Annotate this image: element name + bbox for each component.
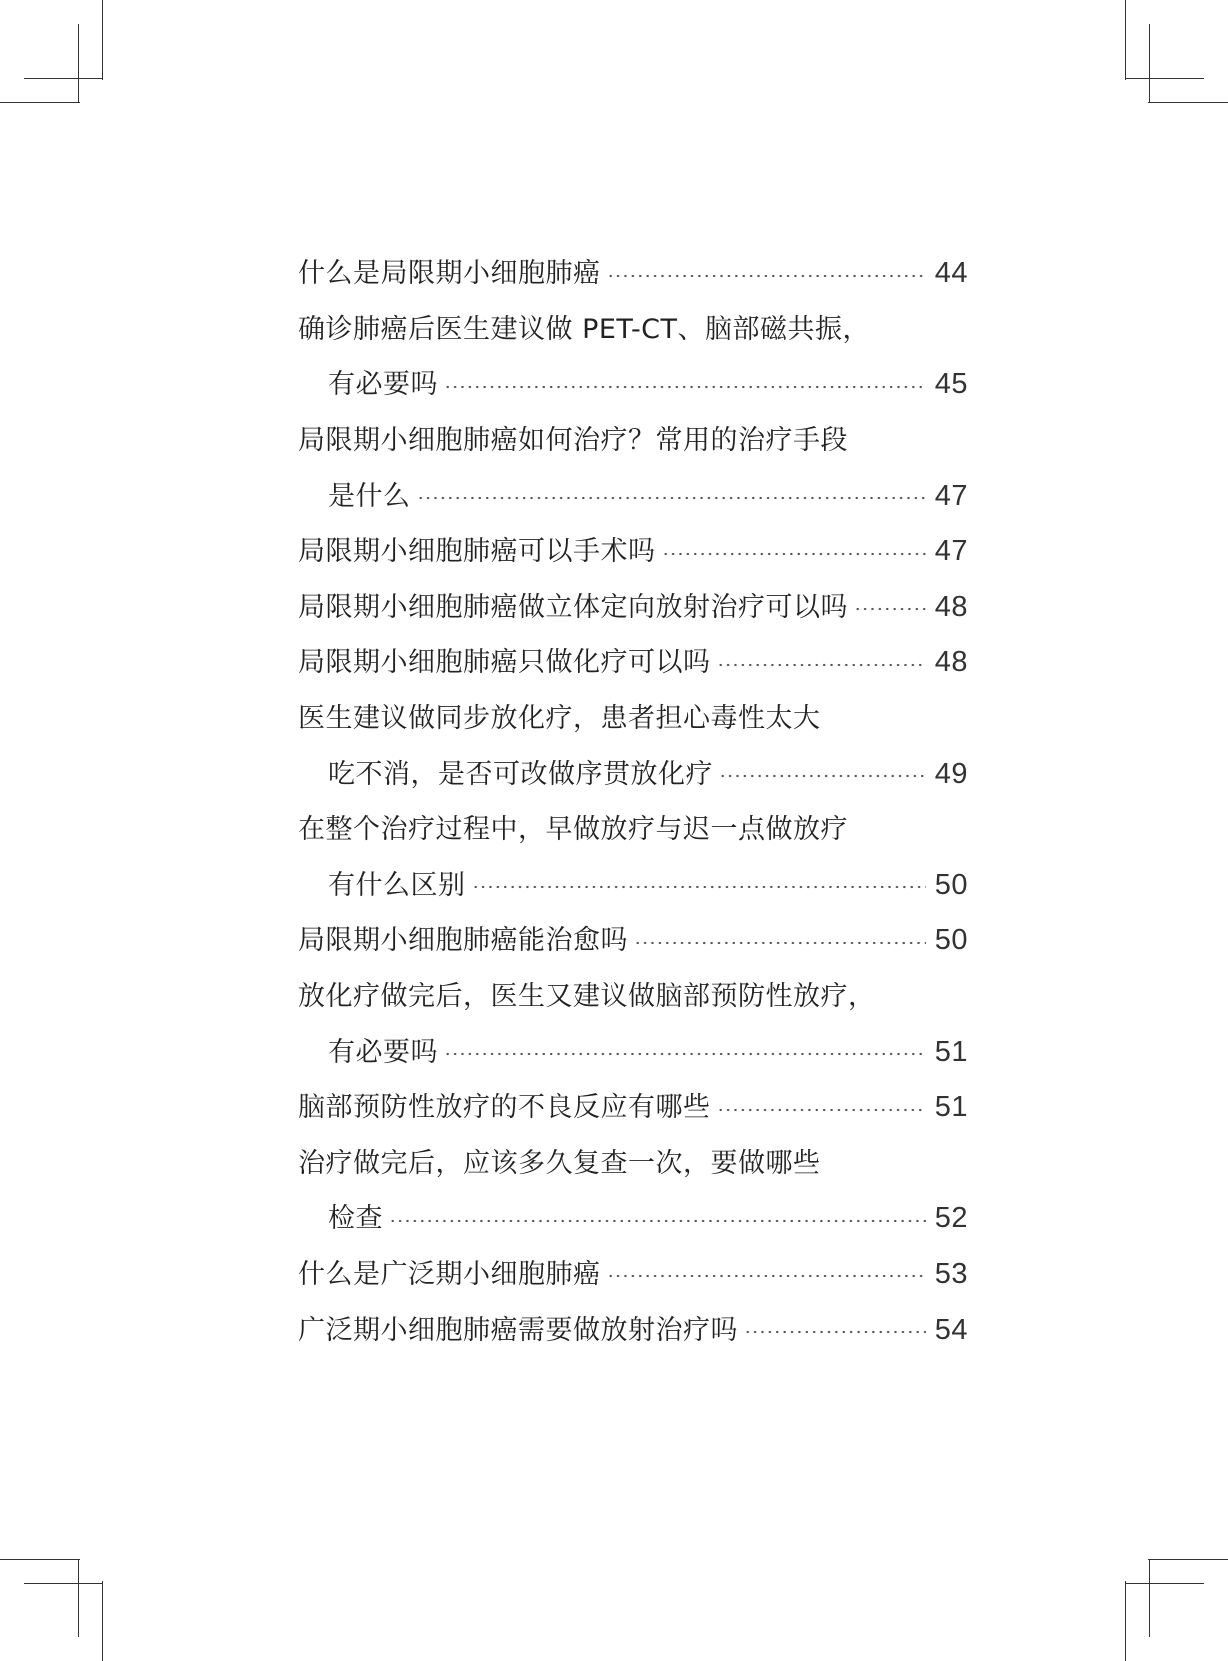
- toc-entry-title: 吃不消，是否可改做序贯放化疗: [328, 758, 713, 790]
- dot-leader: [744, 1330, 926, 1334]
- toc-entry-title: 放化疗做完后，医生又建议做脑部预防性放疗，: [298, 981, 876, 1013]
- toc-entry-title: 什么是局限期小细胞肺癌: [298, 258, 601, 290]
- crop-mark-bottom-right-h1: [1148, 1559, 1228, 1560]
- toc-page-number: 47: [934, 479, 968, 512]
- crop-mark-bottom-right-h2: [1126, 1583, 1204, 1584]
- toc-entry-title: 是什么: [328, 480, 411, 512]
- dot-leader: [662, 552, 927, 556]
- dot-leader: [719, 774, 926, 778]
- toc-page-number: 45: [934, 368, 968, 401]
- dot-leader: [607, 1274, 927, 1278]
- toc-entry: [298, 746, 968, 802]
- toc-entry: [298, 468, 968, 524]
- toc-entry: [298, 524, 968, 580]
- crop-mark-bottom-left-h1: [0, 1559, 80, 1560]
- toc-entry-title: 脑部预防性放疗的不良反应有哪些: [298, 1092, 711, 1124]
- toc-entry-title: 局限期小细胞肺癌能治愈吗: [298, 925, 628, 957]
- toc-entry-title: 有什么区别: [328, 869, 466, 901]
- toc-entry-title: 局限期小细胞肺癌如何治疗？常用的治疗手段: [298, 425, 848, 457]
- dot-leader: [717, 1108, 927, 1112]
- crop-mark-top-left-h2: [24, 78, 102, 79]
- crop-mark-bottom-right-v1: [1149, 1559, 1150, 1637]
- toc-entry: [298, 413, 968, 469]
- toc-entry-title: 在整个治疗过程中，早做放疗与迟一点做放疗: [298, 814, 848, 846]
- crop-mark-bottom-left-v1: [78, 1559, 79, 1637]
- toc-entry-title: 有必要吗: [328, 369, 438, 401]
- dot-leader: [607, 274, 927, 278]
- toc-entry: [298, 580, 968, 636]
- toc-entry-title: 局限期小细胞肺癌做立体定向放射治疗可以吗: [298, 591, 848, 623]
- toc-entry-title: 医生建议做同步放化疗，患者担心毒性太大: [298, 703, 821, 735]
- toc-page-number: 50: [934, 868, 968, 901]
- toc-entry: [298, 1136, 968, 1192]
- table-of-contents: [298, 246, 968, 1358]
- toc-entry: [298, 802, 968, 858]
- dot-leader: [717, 663, 927, 667]
- crop-mark-bottom-left-v2: [102, 1581, 103, 1661]
- toc-entry: [298, 1302, 968, 1358]
- toc-entry: [298, 1024, 968, 1080]
- toc-entry-title: 确诊肺癌后医生建议做 PET-CT、脑部磁共振，: [298, 313, 871, 345]
- toc-entry: [298, 1247, 968, 1303]
- toc-page-number: 44: [934, 257, 968, 290]
- toc-entry: [298, 1191, 968, 1247]
- crop-mark-top-right-h1: [1148, 102, 1228, 103]
- toc-entry: [298, 1080, 968, 1136]
- dot-leader: [634, 941, 926, 945]
- toc-entry-title: 局限期小细胞肺癌只做化疗可以吗: [298, 647, 711, 679]
- toc-entry: [298, 969, 968, 1025]
- toc-page-number: 50: [934, 924, 968, 957]
- dot-leader: [854, 607, 926, 611]
- toc-page-number: 48: [934, 590, 968, 623]
- toc-entry-title: 检查: [328, 1203, 383, 1235]
- toc-page-number: 53: [934, 1257, 968, 1290]
- crop-mark-top-right-v2: [1125, 0, 1126, 80]
- toc-page-number: 52: [934, 1202, 968, 1235]
- toc-entry: [298, 246, 968, 302]
- dot-leader: [389, 1219, 926, 1223]
- crop-mark-bottom-left-h2: [24, 1583, 102, 1584]
- dot-leader: [444, 385, 926, 389]
- toc-page-number: 51: [934, 1091, 968, 1124]
- toc-entry: [298, 858, 968, 914]
- toc-page-number: 47: [934, 535, 968, 568]
- toc-page-number: 51: [934, 1035, 968, 1068]
- toc-entry: [298, 913, 968, 969]
- crop-mark-top-left-v1: [78, 24, 79, 102]
- toc-entry-title: 什么是广泛期小细胞肺癌: [298, 1258, 601, 1290]
- toc-page-number: 49: [934, 757, 968, 790]
- toc-entry-title: 广泛期小细胞肺癌需要做放射治疗吗: [298, 1314, 738, 1346]
- crop-mark-top-left-v2: [102, 0, 103, 80]
- crop-mark-top-left-h1: [0, 102, 80, 103]
- toc-entry: [298, 691, 968, 747]
- toc-page-number: 48: [934, 646, 968, 679]
- crop-mark-top-right-v1: [1149, 24, 1150, 102]
- dot-leader: [472, 885, 927, 889]
- dot-leader: [444, 1052, 926, 1056]
- dot-leader: [417, 496, 927, 500]
- toc-entry: [298, 302, 968, 358]
- toc-entry-title: 有必要吗: [328, 1036, 438, 1068]
- toc-entry: [298, 357, 968, 413]
- toc-entry-title: 治疗做完后，应该多久复查一次，要做哪些: [298, 1147, 821, 1179]
- crop-mark-bottom-right-v2: [1125, 1581, 1126, 1661]
- toc-entry-title: 局限期小细胞肺癌可以手术吗: [298, 536, 656, 568]
- crop-mark-top-right-h2: [1126, 78, 1204, 79]
- toc-entry: [298, 635, 968, 691]
- toc-page-number: 54: [934, 1313, 968, 1346]
